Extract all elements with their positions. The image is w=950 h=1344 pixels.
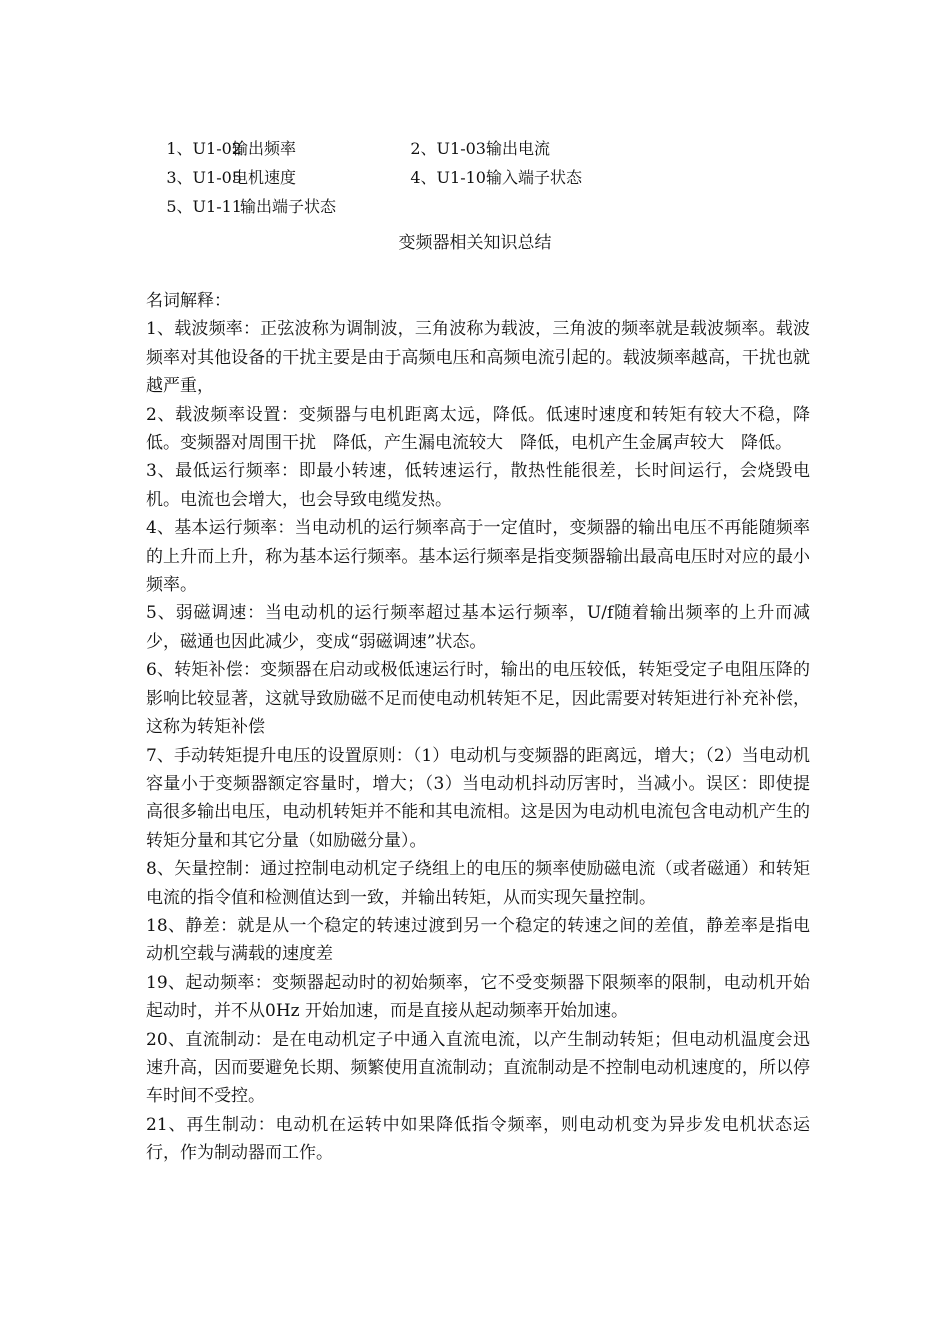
- term-paragraph: 6、转矩补偿：变频器在启动或极低速运行时，输出的电压较低，转矩受定子电阻压降的影响比较显著，这就导致励磁不足而使电动机转矩不足，因此需要对转矩进行补充补偿，这称为转矩补偿: [146, 660, 810, 738]
- code-label: 输出频率: [232, 139, 297, 158]
- code-number: 5、U1-11: [166, 197, 242, 216]
- code-number: 1、U1-02: [166, 139, 242, 158]
- code-label: 输出电流: [486, 139, 551, 158]
- term-paragraph: 21、再生制动：电动机在运转中如果降低指令频率，则电动机变为异步发电机状态运行，作为制动器而工作。: [146, 1114, 810, 1164]
- code-number: 3、U1-05: [166, 168, 242, 187]
- term-paragraph: 7、手动转矩提升电压的设置原则：（1）电动机与变频器的距离远，增大；（2）当电动机容量小于变频器额定容量时，增大；（3）当电动机抖动厉害时，当减小。误区：即使提高很多输出电压，电动机转矩并不能和其电流相。这是因为电动机电流包含电动机产生的转矩分量和其它分量（如励磁分量）。: [146, 745, 810, 851]
- term-paragraph: 20、直流制动：是在电动机定子中通入直流电流，以产生制动转矩；但电动机温度会迅速升高，因而要避免长期、频繁使用直流制动；直流制动是不控制电动机速度的，所以停车时间不受控。: [146, 1029, 810, 1107]
- code-number: 2、U1-03: [410, 139, 486, 158]
- term-paragraph: 5、弱磁调速：当电动机的运行频率超过基本运行频率，U/f随着输出频率的上升而减少，磁通也因此减少，变成“弱磁调速”状态。: [146, 603, 810, 652]
- term-paragraph: 18、静差：就是从一个稳定的转速过渡到另一个稳定的转速之间的差值，静差率是指电动机空载与满载的速度差: [146, 915, 810, 965]
- term-paragraph: 1、载波频率：正弦波称为调制波，三角波称为载波，三角波的频率就是载波频率。载波频率对其他设备的干扰主要是由于高频电压和高频电流引起的。载波频率越高，干扰也就越严重，: [146, 319, 810, 397]
- document-title: 变频器相关知识总结: [398, 233, 552, 253]
- term-paragraph: 4、基本运行频率：当电动机的运行频率高于一定值时，变频器的输出电压不再能随频率的上升而上升，称为基本运行频率。基本运行频率是指变频器输出最高电压时对应的最小频率。: [146, 518, 810, 596]
- section-heading: 名词解释：: [146, 291, 231, 311]
- document-body: [146, 287, 810, 1168]
- term-paragraph: 2、载波频率设置：变频器与电机距离太远，降低。低速时速度和转矩有较大不稳，降低。变频器对周围干扰 降低，产生漏电流较大 降低，电机产生金属声较大 降低。: [146, 404, 810, 454]
- code-label: 电机速度: [232, 168, 297, 187]
- code-number: 4、U1-10: [410, 168, 486, 187]
- code-label: 输入端子状态: [486, 168, 583, 187]
- code-label: 输出端子状态: [240, 197, 337, 216]
- term-paragraph: 8、矢量控制：通过控制电动机定子绕组上的电压的频率使励磁电流（或者磁通）和转矩电流的指令值和检测值达到一致，并输出转矩，从而实现矢量控制。: [146, 859, 810, 908]
- term-paragraph: 3、最低运行频率：即最小转速，低转速运行，散热性能很差，长时间运行，会烧毁电机。电流也会增大，也会导致电缆发热。: [146, 461, 810, 510]
- term-paragraph: 19、起动频率：变频器起动时的初始频率，它不受变频器下限频率的限制，电动机开始起动时，并不从0Hz 开始加速，而是直接从起动频率开始加速。: [146, 972, 810, 1022]
